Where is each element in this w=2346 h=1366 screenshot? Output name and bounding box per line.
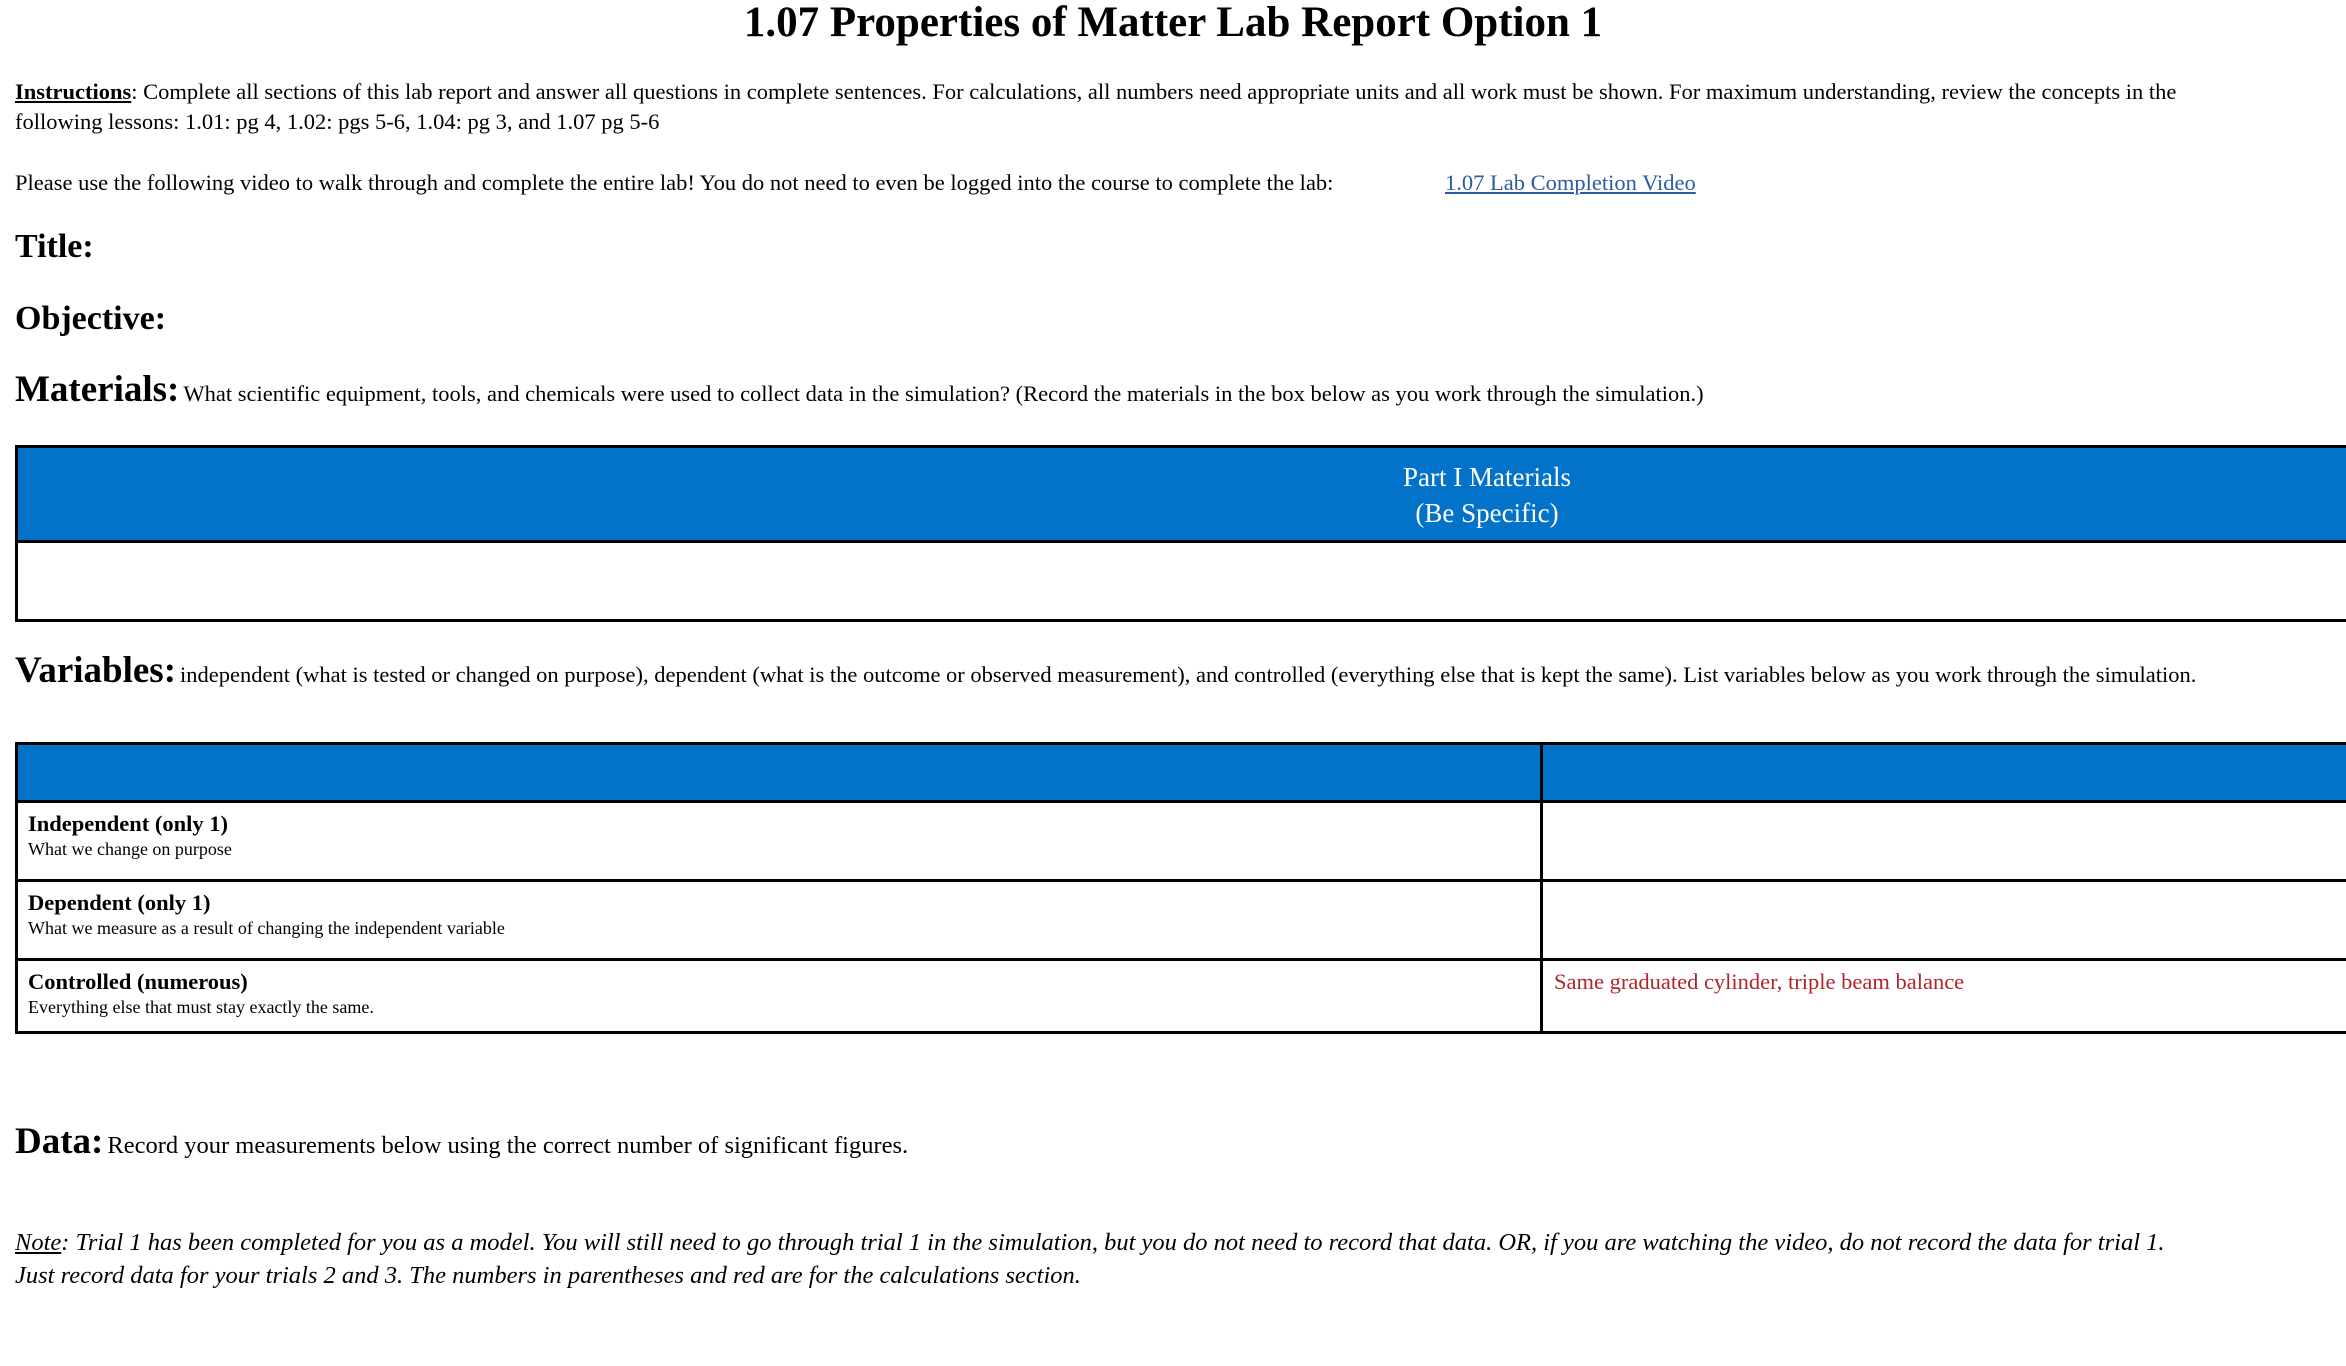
data-heading: Data:	[15, 1121, 104, 1162]
row-label	[28, 968, 374, 1018]
video-instructions	[15, 168, 1333, 198]
materials-table-header	[18, 448, 2346, 543]
variable-hint: What we change on purpose	[28, 839, 232, 859]
instructions-line-2: following lessons: 1.01: pg 4, 1.02: pgs 5-6, 1.04: pg 3, and 1.07 pg 5-6	[15, 109, 660, 134]
variables-section	[15, 649, 2196, 692]
table-row	[18, 803, 2346, 882]
table-row	[18, 882, 2346, 961]
materials-input-cell[interactable]	[18, 543, 2346, 619]
note-text: : Trial 1 has been completed for you as a model. You will still need to go through trial 1 in the simulation, but you do not need to record that data. OR, if you are watching the video, do not record the data for trial 1.	[61, 1229, 2165, 1256]
instructions-text: : Complete all sections of this lab report and answer all questions in complete sentences. For calculations, all numbers need appropriate units and all work must be shown. For maximum understanding, review the concepts in the	[131, 79, 2177, 104]
materials-heading: Materials:	[15, 369, 180, 410]
variable-hint: What we measure as a result of changing the independent variable	[28, 918, 505, 938]
instructions-label: Instructions	[15, 79, 132, 104]
title-heading: Title:	[15, 228, 94, 265]
materials-header-line-1: Part I Materials	[1403, 462, 1571, 492]
objective-heading: Objective:	[15, 300, 167, 337]
table-row	[18, 961, 2346, 1037]
instructions-line-1	[15, 77, 2176, 107]
materials-header-line-2: (Be Specific)	[1415, 498, 1559, 528]
variables-description: independent (what is tested or changed on purpose), dependent (what is the outcome or observed measurement), and controlled (everything else that is kept the same). List variables below as you work through the simulation.	[180, 662, 2197, 687]
video-text: Please use the following video to walk through and complete the entire lab! You do not need to even be logged into the course to complete the lab:	[15, 170, 1334, 195]
variable-type: Independent (only 1)	[28, 811, 229, 836]
note-line-1	[15, 1226, 2165, 1259]
note-line-2: Just record data for your trials 2 and 3. The numbers in parentheses and red are for the calculations section.	[15, 1262, 1081, 1289]
note-label: Note	[15, 1229, 62, 1256]
column-divider	[1540, 745, 1543, 1031]
controlled-variables-input[interactable]: Same graduated cylinder, triple beam balance	[1554, 969, 1965, 994]
variables-table-header	[18, 745, 2346, 803]
row-label	[28, 810, 232, 860]
materials-table	[15, 445, 2346, 622]
page-title: 1.07 Properties of Matter Lab Report Option 1	[743, 0, 1603, 46]
variables-heading: Variables:	[15, 650, 177, 691]
materials-header-text	[1383, 459, 1591, 531]
data-section	[15, 1120, 908, 1163]
materials-description: What scientific equipment, tools, and chemicals were used to collect data in the simulation? (Record the materials in the box below as you work through the simulation.)	[183, 381, 1704, 406]
data-description: Record your measurements below using the correct number of significant figures.	[107, 1132, 909, 1159]
row-label	[28, 889, 505, 939]
lab-completion-video-link[interactable]: 1.07 Lab Completion Video	[1445, 170, 1696, 195]
variables-table	[15, 742, 2346, 1034]
materials-section	[15, 368, 1704, 411]
variable-hint: Everything else that must stay exactly the same.	[28, 997, 374, 1017]
variable-type: Dependent (only 1)	[28, 890, 211, 915]
variable-type: Controlled (numerous)	[28, 969, 248, 994]
